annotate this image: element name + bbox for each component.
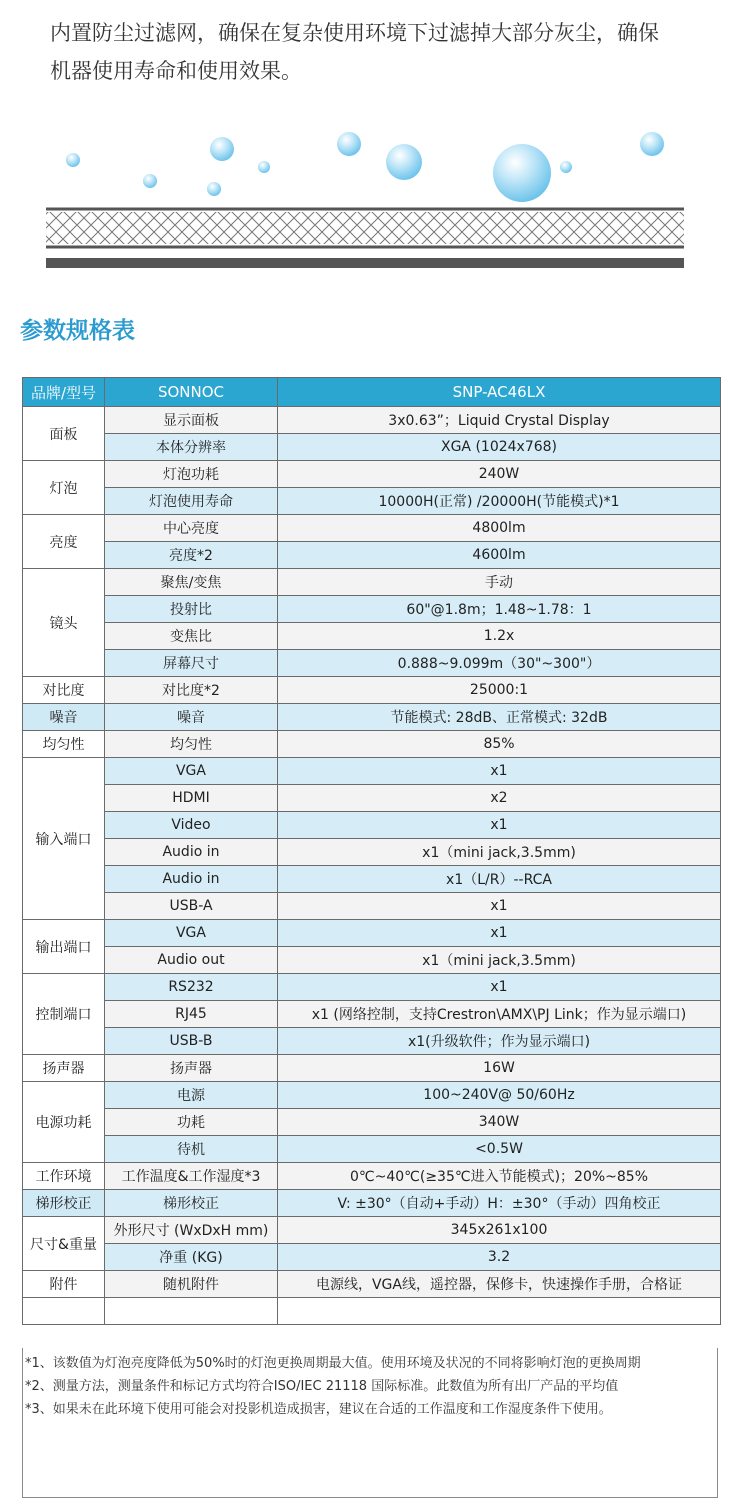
dust-bubble xyxy=(143,174,157,188)
spec-item: Audio in xyxy=(105,839,278,866)
spec-item: VGA xyxy=(105,920,278,947)
empty-cell xyxy=(105,1298,278,1325)
dust-bubble xyxy=(560,161,572,173)
spec-item: 显示面板 xyxy=(105,407,278,434)
footnote-2: *2、测量方法，测量条件和标记方式均符合ISO/IEC 21118 国际标准。此数值为所有出厂产品的平均值 xyxy=(25,1379,619,1394)
spec-category: 镜头 xyxy=(23,569,105,677)
spec-value: 100~240V@ 50/60Hz xyxy=(278,1082,721,1109)
spec-value: <0.5W xyxy=(278,1136,721,1163)
table-row xyxy=(23,974,721,1001)
empty-cell xyxy=(278,1298,721,1325)
intro-line-1: 内置防尘过滤网，确保在复杂使用环境下过滤掉大部分灰尘，确保 xyxy=(50,21,659,45)
footnotes xyxy=(22,1348,718,1498)
spec-category: 输入端口 xyxy=(23,758,105,920)
spec-item: 亮度*2 xyxy=(105,542,278,569)
spec-item: Audio in xyxy=(105,866,278,893)
spec-item: Video xyxy=(105,812,278,839)
table-row xyxy=(23,731,721,758)
spec-value: x1（mini jack,3.5mm) xyxy=(278,947,721,974)
spec-item: 功耗 xyxy=(105,1109,278,1136)
spec-value: x1 (网络控制，支持Crestron\AMX\PJ Link；作为显示端口) xyxy=(278,1001,721,1028)
spec-item: 外形尺寸 (WxDxH mm) xyxy=(105,1217,278,1244)
table-row xyxy=(23,434,721,461)
table-row xyxy=(23,839,721,866)
spec-item: 随机附件 xyxy=(105,1271,278,1298)
table-row xyxy=(23,1082,721,1109)
dust-bubble xyxy=(66,153,80,167)
table-row xyxy=(23,920,721,947)
table-row xyxy=(23,1163,721,1190)
spec-item: RJ45 xyxy=(105,1001,278,1028)
spec-item: USB-B xyxy=(105,1028,278,1055)
spec-item: 本体分辨率 xyxy=(105,434,278,461)
spec-value: 3x0.63”；Liquid Crystal Display xyxy=(278,407,721,434)
spec-category: 梯形校正 xyxy=(23,1190,105,1217)
spec-item: VGA xyxy=(105,758,278,785)
table-header-row xyxy=(23,378,721,407)
spec-value: x1 xyxy=(278,893,721,920)
spec-item: Audio out xyxy=(105,947,278,974)
table-row xyxy=(23,1271,721,1298)
footnote-3: *3、如果未在此环境下使用可能会对投影机造成损害，建议在合适的工作温度和工作湿度条件下使用。 xyxy=(25,1402,612,1417)
table-row xyxy=(23,866,721,893)
spec-value: x1（mini jack,3.5mm) xyxy=(278,839,721,866)
dust-bubble xyxy=(640,132,664,156)
table-row xyxy=(23,596,721,623)
intro-line-2: 机器使用寿命和使用效果。 xyxy=(50,59,302,83)
dust-filter-illustration xyxy=(0,120,742,280)
dust-bubble xyxy=(258,161,270,173)
spec-value: 85% xyxy=(278,731,721,758)
dust-bubble xyxy=(207,182,221,196)
spec-value: V: ±30°（自动+手动）H：±30°（手动）四角校正 xyxy=(278,1190,721,1217)
table-row xyxy=(23,461,721,488)
table-row xyxy=(23,1109,721,1136)
table-row xyxy=(23,893,721,920)
filter-mesh xyxy=(46,209,684,268)
spec-item: 电源 xyxy=(105,1082,278,1109)
spec-item: 中心亮度 xyxy=(105,515,278,542)
spec-item: USB-A xyxy=(105,893,278,920)
spec-category: 亮度 xyxy=(23,515,105,569)
spec-item: 灯泡使用寿命 xyxy=(105,488,278,515)
spec-value: x1（L/R）--RCA xyxy=(278,866,721,893)
intro-text xyxy=(50,14,710,90)
spec-value: 4800lm xyxy=(278,515,721,542)
spec-category: 电源功耗 xyxy=(23,1082,105,1163)
table-row xyxy=(23,785,721,812)
spec-item: 变焦比 xyxy=(105,623,278,650)
table-row xyxy=(23,650,721,677)
spec-category: 附件 xyxy=(23,1271,105,1298)
spec-category: 面板 xyxy=(23,407,105,461)
spec-item: 工作温度&工作湿度*3 xyxy=(105,1163,278,1190)
spec-value: 1.2x xyxy=(278,623,721,650)
spec-category: 扬声器 xyxy=(23,1055,105,1082)
spec-category: 灯泡 xyxy=(23,461,105,515)
header-model: SNP-AC46LX xyxy=(278,378,721,407)
table-row xyxy=(23,1136,721,1163)
spec-value: 340W xyxy=(278,1109,721,1136)
empty-cell xyxy=(23,1298,105,1325)
table-row xyxy=(23,1028,721,1055)
spec-value: 240W xyxy=(278,461,721,488)
header-label: 品牌/型号 xyxy=(23,378,105,407)
spec-item: HDMI xyxy=(105,785,278,812)
spec-item: 均匀性 xyxy=(105,731,278,758)
spec-category: 噪音 xyxy=(23,704,105,731)
table-spacer-row xyxy=(23,1298,721,1325)
spec-item: 待机 xyxy=(105,1136,278,1163)
dust-bubbles xyxy=(66,132,664,202)
spec-value: 0℃~40℃(≥35℃进入节能模式)；20%~85% xyxy=(278,1163,721,1190)
spec-category: 控制端口 xyxy=(23,974,105,1055)
spec-value: x1 xyxy=(278,974,721,1001)
dust-bubble xyxy=(493,144,551,202)
spec-value: x2 xyxy=(278,785,721,812)
spec-value: 3.2 xyxy=(278,1244,721,1271)
table-row xyxy=(23,623,721,650)
table-row xyxy=(23,1244,721,1271)
header-brand: SONNOC xyxy=(105,378,278,407)
spec-value: 25000:1 xyxy=(278,677,721,704)
table-row xyxy=(23,812,721,839)
spec-item: 屏幕尺寸 xyxy=(105,650,278,677)
table-row xyxy=(23,947,721,974)
spec-item: 梯形校正 xyxy=(105,1190,278,1217)
spec-category: 对比度 xyxy=(23,677,105,704)
spec-value: 节能模式: 28dB、正常模式: 32dB xyxy=(278,704,721,731)
spec-value: x1 xyxy=(278,920,721,947)
spec-value: 电源线，VGA线，遥控器，保修卡，快速操作手册，合格证 xyxy=(278,1271,721,1298)
table-row xyxy=(23,515,721,542)
spec-value: 手动 xyxy=(278,569,721,596)
spec-value: 0.888~9.099m（30"~300"） xyxy=(278,650,721,677)
dust-bubble xyxy=(386,144,422,180)
spec-table xyxy=(22,377,721,1325)
spec-category: 工作环境 xyxy=(23,1163,105,1190)
table-row xyxy=(23,488,721,515)
table-row xyxy=(23,1001,721,1028)
spec-value: x1(升级软件；作为显示端口) xyxy=(278,1028,721,1055)
spec-category: 输出端口 xyxy=(23,920,105,974)
spec-value: x1 xyxy=(278,758,721,785)
spec-value: x1 xyxy=(278,812,721,839)
spec-value: XGA (1024x768) xyxy=(278,434,721,461)
table-row xyxy=(23,407,721,434)
spec-item: 扬声器 xyxy=(105,1055,278,1082)
footnote-1: *1、该数值为灯泡亮度降低为50%时的灯泡更换周期最大值。使用环境及状况的不同将影响灯泡的更换周期 xyxy=(25,1356,641,1371)
spec-item: 投射比 xyxy=(105,596,278,623)
spec-item: RS232 xyxy=(105,974,278,1001)
spec-item: 净重 (KG) xyxy=(105,1244,278,1271)
table-row xyxy=(23,704,721,731)
spec-category: 均匀性 xyxy=(23,731,105,758)
table-row xyxy=(23,542,721,569)
table-row xyxy=(23,569,721,596)
spec-item: 聚焦/变焦 xyxy=(105,569,278,596)
table-row xyxy=(23,758,721,785)
spec-value: 345x261x100 xyxy=(278,1217,721,1244)
table-row xyxy=(23,677,721,704)
table-row xyxy=(23,1217,721,1244)
spec-item: 灯泡功耗 xyxy=(105,461,278,488)
spec-value: 16W xyxy=(278,1055,721,1082)
spec-item: 噪音 xyxy=(105,704,278,731)
spec-value: 10000H(正常) /20000H(节能模式)*1 xyxy=(278,488,721,515)
spec-section-title: 参数规格表 xyxy=(20,318,135,344)
dust-bubble xyxy=(210,137,234,161)
table-row xyxy=(23,1190,721,1217)
table-row xyxy=(23,1055,721,1082)
spec-category: 尺寸&重量 xyxy=(23,1217,105,1271)
dust-bubble xyxy=(337,132,361,156)
spec-value: 60"@1.8m；1.48~1.78：1 xyxy=(278,596,721,623)
spec-value: 4600lm xyxy=(278,542,721,569)
spec-item: 对比度*2 xyxy=(105,677,278,704)
